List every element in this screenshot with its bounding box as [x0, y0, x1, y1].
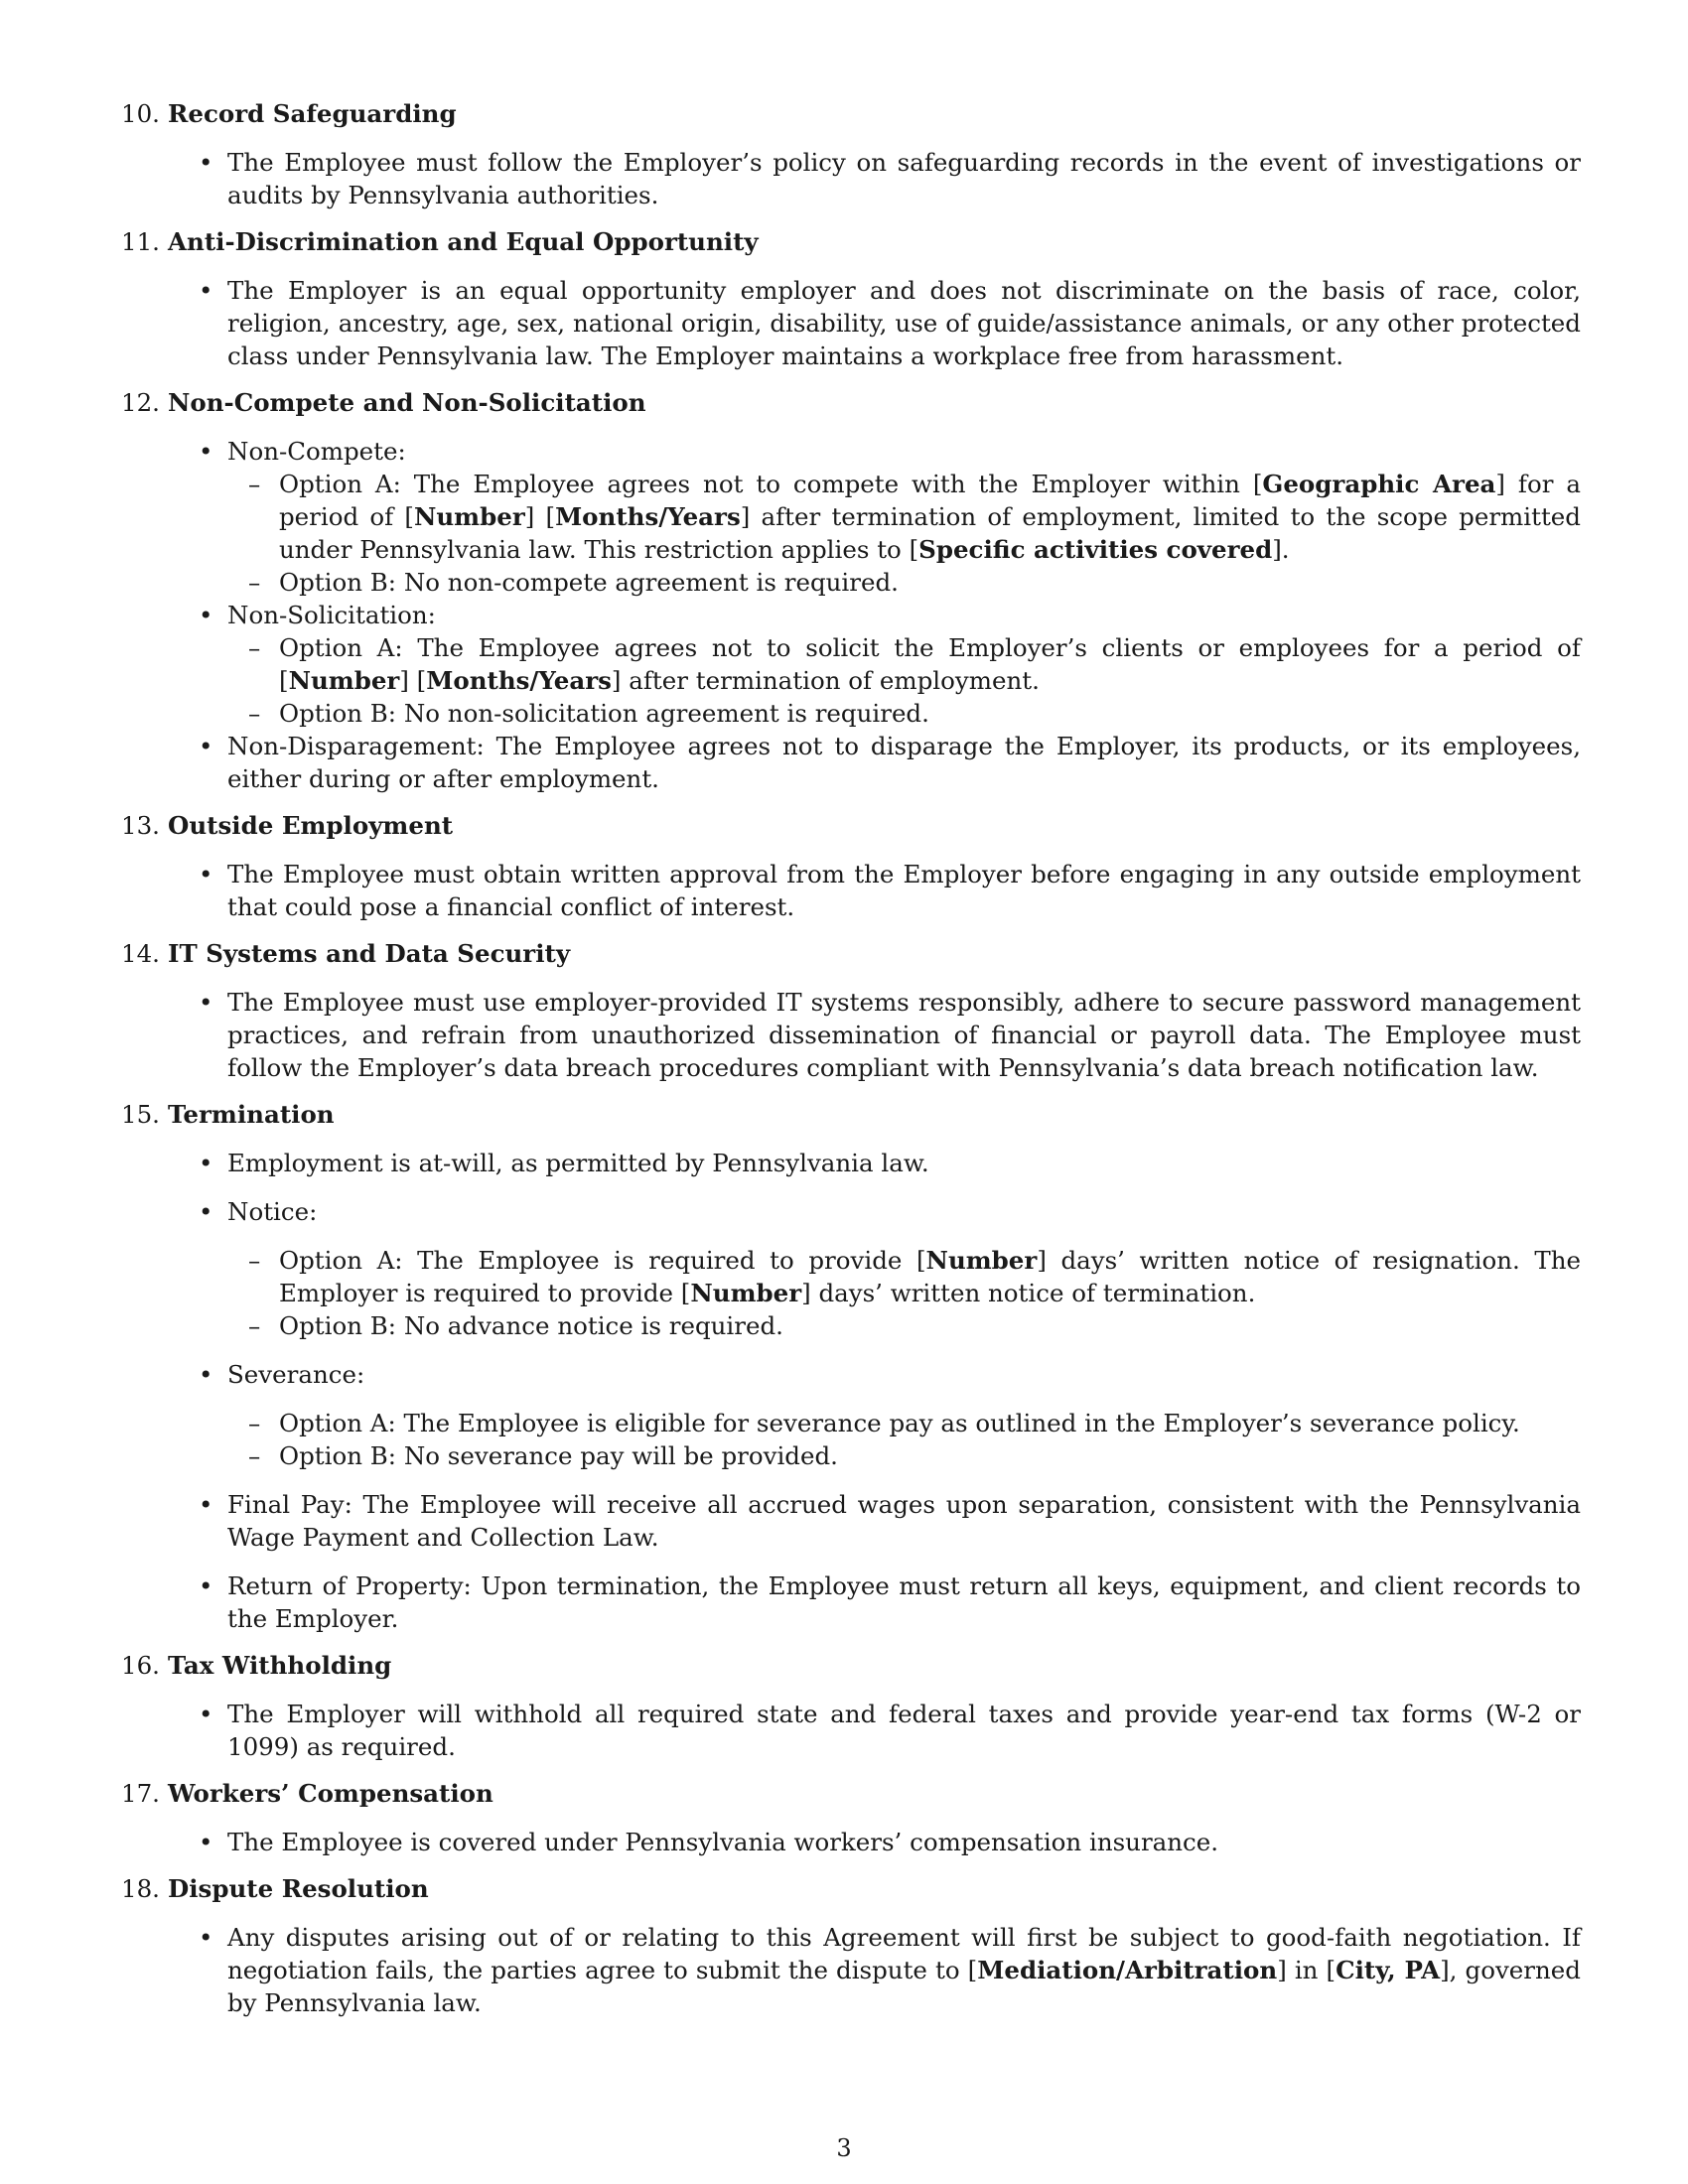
section-heading — [121, 1872, 1581, 1905]
item-text: Employment is at-will, as permitted by Pennsylvania law. — [227, 1149, 929, 1177]
section-heading — [121, 809, 1581, 842]
placeholder-number: Number — [925, 1246, 1038, 1275]
bullet-icon: • — [199, 1828, 213, 1856]
item-text: The Employer is an equal opportunity employer and does not discriminate on the basis of race, color, religion, ancestry, age, sex, national origin, disability, use of guide/assistance animals, or any other protected class under Pennsylvania law. The Employer maintains a workplace free from harassment. — [227, 276, 1581, 370]
item-text: Option A: The Employee agrees not to solicit the Employer’s clients or employees for a period of [Number] [Months/Years] after termination of employment. — [279, 633, 1581, 695]
bullet-icon: • — [199, 988, 213, 1017]
bullet-icon: • — [199, 1360, 213, 1389]
placeholder-geographic-area: Geographic Area — [1262, 470, 1496, 498]
sub-list-item — [121, 1309, 1581, 1342]
section-number: 12. — [121, 388, 160, 417]
dash-icon: – — [248, 568, 261, 597]
item-text: Notice: — [227, 1197, 318, 1226]
bullet-icon: • — [199, 437, 213, 466]
sub-list-item — [121, 1244, 1581, 1309]
section-heading — [121, 386, 1581, 419]
item-text: Option A: The Employee is eligible for severance pay as outlined in the Employer’s severance policy. — [279, 1409, 1520, 1437]
severance-options — [121, 1407, 1581, 1472]
placeholder-number: Number — [413, 502, 525, 531]
sub-list-item — [121, 468, 1581, 566]
item-text: Non-Disparagement: The Employee agrees not to disparage the Employer, its products, or its employees, either during or after employment. — [227, 732, 1581, 793]
list-item — [121, 1570, 1581, 1635]
bullet-icon: • — [199, 1197, 213, 1226]
placeholder-specific-activities: Specific activities covered — [918, 535, 1273, 564]
section-number: 17. — [121, 1779, 160, 1808]
list-item — [121, 1195, 1581, 1228]
section-number: 15. — [121, 1100, 160, 1129]
item-text: Option A: The Employee is required to provide [Number] days’ written notice of resignation. The Employer is required to provide [Number] days’ written notice of termination. — [279, 1246, 1582, 1307]
item-text: Any disputes arising out of or relating to this Agreement will first be subject to good-faith negotiation. If negotiation fails, the parties agree to submit the dispute to [Mediation/Arbitration] in [City, PA], governed by Pennsylvania law. — [227, 1923, 1581, 2017]
section-tax-withholding — [121, 1649, 1581, 1763]
section-title: Anti-Discrimination and Equal Opportunity — [168, 227, 759, 256]
section-anti-discrimination — [121, 225, 1581, 372]
notice-options — [121, 1244, 1581, 1342]
section-heading — [121, 937, 1581, 970]
section-title: Workers’ Compensation — [168, 1779, 493, 1808]
list-item — [121, 1921, 1581, 2019]
dash-icon: – — [248, 699, 261, 728]
section-title: Termination — [168, 1100, 335, 1129]
item-text: The Employee must follow the Employer’s policy on safeguarding records in the event of investigations or audits by Pennsylvania authorities. — [227, 148, 1581, 209]
section-heading — [121, 1098, 1581, 1131]
item-text: Return of Property: Upon termination, the Employee must return all keys, equipment, and client records to the Employer. — [227, 1571, 1581, 1633]
section-number: 18. — [121, 1874, 160, 1903]
item-text: Final Pay: The Employee will receive all accrued wages upon separation, consistent with the Pennsylvania Wage Payment and Collection Law. — [227, 1490, 1581, 1552]
bullet-icon: • — [199, 860, 213, 888]
list-item — [121, 986, 1581, 1084]
placeholder-mediation-arbitration: Mediation/Arbitration — [977, 1956, 1278, 1984]
item-text: Option B: No non-compete agreement is required. — [279, 568, 899, 597]
list-item — [121, 1698, 1581, 1763]
sub-list-item — [121, 566, 1581, 599]
section-workers-compensation — [121, 1777, 1581, 1858]
section-heading — [121, 97, 1581, 130]
sub-list-item — [121, 1407, 1581, 1439]
section-it-systems — [121, 937, 1581, 1084]
section-dispute-resolution — [121, 1872, 1581, 2019]
list-item — [121, 599, 1581, 631]
section-outside-employment — [121, 809, 1581, 923]
bullet-icon: • — [199, 276, 213, 305]
section-title: Outside Employment — [168, 811, 454, 840]
placeholder-city: City, PA — [1336, 1956, 1441, 1984]
section-title: IT Systems and Data Security — [168, 939, 571, 968]
list-item — [121, 730, 1581, 795]
section-number: 13. — [121, 811, 160, 840]
placeholder-months-years: Months/Years — [555, 502, 741, 531]
item-text: The Employee is covered under Pennsylvania workers’ compensation insurance. — [227, 1828, 1219, 1856]
dash-icon: – — [248, 1441, 261, 1470]
dash-icon: – — [248, 1311, 261, 1340]
section-termination — [121, 1098, 1581, 1635]
list-item — [121, 435, 1581, 468]
item-text: Non-Solicitation: — [227, 601, 436, 629]
section-title: Tax Withholding — [168, 1651, 392, 1680]
section-number: 11. — [121, 227, 160, 256]
section-number: 10. — [121, 99, 160, 128]
bullet-icon: • — [199, 1571, 213, 1600]
sub-list-item — [121, 697, 1581, 730]
dash-icon: – — [248, 1409, 261, 1437]
placeholder-number: Number — [690, 1279, 802, 1307]
item-text: Option A: The Employee agrees not to compete with the Employer within [Geographic Area] for a period of [Number] [Months/Years] after termination of employment, limited to the scope permitted under Pennsylvania law. This restriction applies to [Specific activities covered]. — [279, 470, 1581, 564]
item-text: The Employee must obtain written approval from the Employer before engaging in any outside employment that could pose a financial conflict of interest. — [227, 860, 1581, 921]
bullet-icon: • — [199, 1490, 213, 1519]
item-text: The Employee must use employer-provided IT systems responsibly, adhere to secure password management practices, and refrain from unauthorized dissemination of financial or payroll data. The Employee must follow the Employer’s data breach procedures compliant with Pennsylvania’s data breach notification law. — [227, 988, 1581, 1082]
item-text: The Employer will withhold all required state and federal taxes and provide year-end tax forms (W-2 or 1099) as required. — [227, 1700, 1581, 1761]
list-item — [121, 1488, 1581, 1554]
section-title: Dispute Resolution — [168, 1874, 429, 1903]
section-non-compete — [121, 386, 1581, 795]
item-text: Option B: No severance pay will be provided. — [279, 1441, 838, 1470]
list-item — [121, 1826, 1581, 1858]
list-item — [121, 858, 1581, 923]
section-heading — [121, 1649, 1581, 1682]
item-text: Severance: — [227, 1360, 365, 1389]
section-heading — [121, 1777, 1581, 1810]
document-body — [121, 97, 1581, 2033]
section-number: 14. — [121, 939, 160, 968]
section-number: 16. — [121, 1651, 160, 1680]
dash-icon: – — [248, 633, 261, 662]
bullet-icon: • — [199, 1700, 213, 1728]
list-item — [121, 146, 1581, 211]
sub-list-item — [121, 631, 1581, 697]
section-record-safeguarding — [121, 97, 1581, 211]
section-heading — [121, 225, 1581, 258]
placeholder-months-years: Months/Years — [426, 666, 612, 695]
list-item — [121, 1358, 1581, 1391]
bullet-icon: • — [199, 148, 213, 177]
bullet-icon: • — [199, 1923, 213, 1952]
section-title: Non-Compete and Non-Solicitation — [168, 388, 646, 417]
page-number: 3 — [836, 2134, 852, 2162]
list-item — [121, 1147, 1581, 1179]
item-text: Option B: No advance notice is required. — [279, 1311, 783, 1340]
bullet-icon: • — [199, 1149, 213, 1177]
placeholder-number: Number — [288, 666, 400, 695]
list-item — [121, 274, 1581, 372]
item-text: Non-Compete: — [227, 437, 406, 466]
section-title: Record Safeguarding — [168, 99, 457, 128]
dash-icon: – — [248, 470, 261, 498]
bullet-icon: • — [199, 601, 213, 629]
item-text: Option B: No non-solicitation agreement is required. — [279, 699, 929, 728]
dash-icon: – — [248, 1246, 261, 1275]
sub-list-item — [121, 1439, 1581, 1472]
bullet-icon: • — [199, 732, 213, 760]
